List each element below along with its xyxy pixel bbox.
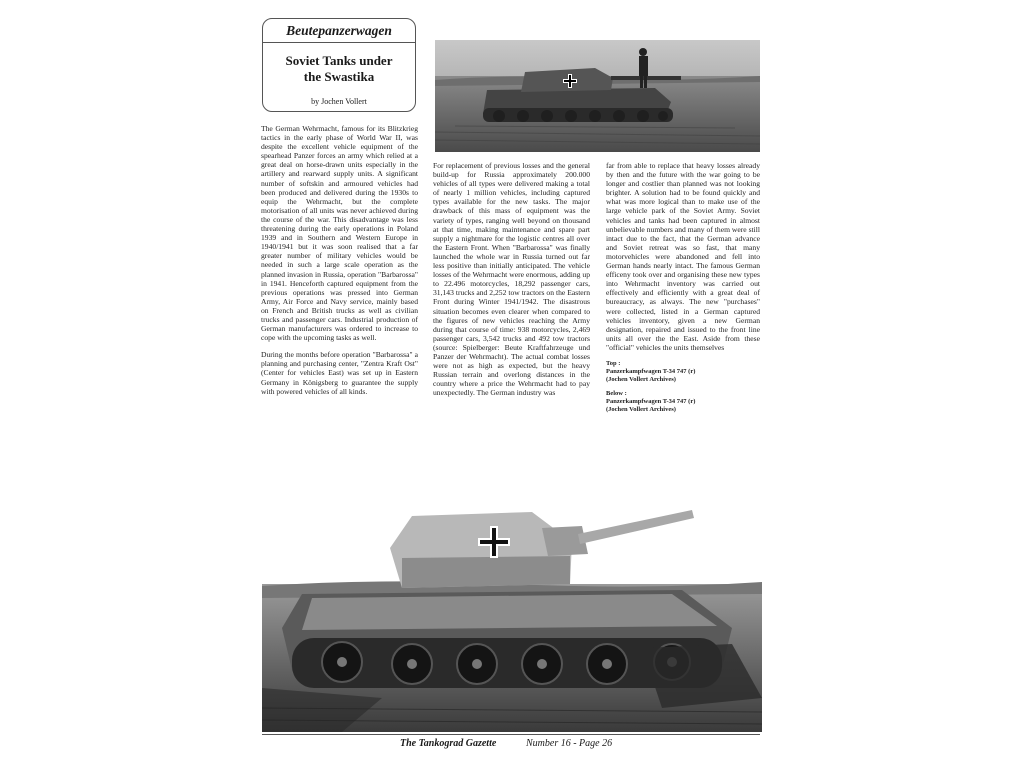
paragraph: During the months before operation "Barbarossa" a planning and purchasing center, "Zentra Kraft Ost" (Center for vehicles East) was set up in Eastern Germany in Königsberg to guarantee the supply with powered vehicles of all kinds. [261, 350, 418, 396]
page-footer [262, 738, 760, 754]
caption-below-head: Below : [606, 389, 627, 397]
bottom-photo-image [262, 498, 762, 732]
caption-top-head: Top : [606, 359, 621, 367]
article-title [263, 53, 415, 85]
text-column-1 [261, 124, 418, 404]
title-line-1: Soviet Tanks under [285, 53, 393, 68]
caption-below-text: Panzerkampfwagen T-34 747 (r) [606, 397, 696, 405]
issue-page-number: Number 16 - Page 26 [526, 738, 613, 749]
top-photo-image [435, 40, 760, 152]
top-photo [435, 40, 760, 152]
paragraph: far from able to replace that heavy losses already by then and the future with the war going to be longer and costlier than planned was not looking brighter. A solution had to be found quickly and what was more logical than to make use of the large vehicle park of the Soviet Army. Soviet vehicles and tanks had been captured in almost unbelievable numbers and many of them were still intact due to the fact, that the German advance and Soviet retreat was so fast, that many motorvehicles were abandoned and fell into German hands nearly intact. The famous German efficeny took over and organising these new types into Wehrmacht inventory was carried out effectively and efficiently with a great deal of bureaucracy, as always. The new "purchases" were collected, listed in a German captured vehicles inventory, given a new German designation, repaired and issued to the front line units all over the the East. Aside from these "official" vehicles the units themselves [606, 161, 760, 352]
text-column-2 [433, 161, 590, 405]
series-label: Beutepanzerwagen [263, 19, 415, 43]
byline: by Jochen Vollert [311, 97, 367, 106]
title-box [262, 18, 416, 112]
paragraph: For replacement of previous losses and the general build-up for Russia approximately 200.000 vehicles of all types were delivered making a total of nearly 1 million vehicles, including captured types available for the new tasks. The major drawback of this mass of equipment was the variety of types, ranging well beyond on thousand at that time, making maintenance and spare part supply a nightmare for the logistic centres all over the Eastern Front. When "Barbarossa" was finally launched the whole war in Russia turned out far less positive than initially anticipated. The vehicle losses of the Wehrmacht were enormous, adding up to 22.496 motorcycles, 18,292 passenger cars, 31,143 trucks and 2,252 tow tractors on the Eastern Front during Winter 1941/1942. The disastrous situation becomes even clearer when compared to the figures of new vehicles reaching the Army during that course of time: 938 motorcycles, 2,469 passenger cars, 3,542 trucks and 492 tow tractors (source: Spielberger: Beute Kraftfahrzeuge und Panzer der Wehrmacht). The actual combat losses were not as high as expected, but the heavy Russian terrain and overlong distances in the country where a price the Wehrmacht had to pay unexpectedly. The German industry was [433, 161, 590, 398]
paragraph: The German Wehrmacht, famous for its Blitzkrieg tactics in the early phase of World War II, was despite the excellent vehicle equipment of the spearhead Panzer forces an army which relied at a great deal on horse-drawn units especially in the artillery and rearward supply units. A significant number of softskin and armoured vehicles had been produced and delivered during the 1930s to equip the Wehrmacht, but the complete motorisation of all units was never achieved during the course of the war. This disadvantage was less threatening during the early operations in Poland 1939 and in Southern and Western Europe in 1940/1941 but it was soon realised that a far greater number of military vehicles would be needed in such a large scale operation as the planned invasion in Russia, operation "Barbarossa" in 1941. Henceforth captured equipment from the previous operations was pressed into German Army, Air Force and Navy service, mainly based on French and British trucks as well as civilian trucks and passenger cars. Industrial production of German manufacturers was ordered to increase to cope with the upcoming tasks as well. [261, 124, 418, 343]
caption-top-text: Panzerkampfwagen T-34 747 (r) [606, 367, 696, 375]
caption-below [606, 390, 760, 414]
caption-below-credit: (Jochen Vollert Archives) [606, 405, 676, 413]
bottom-photo [262, 498, 762, 732]
publication-name: The Tankograd Gazette [400, 738, 497, 749]
caption-top-credit: (Jochen Vollert Archives) [606, 375, 676, 383]
title-line-2: the Swastika [303, 69, 375, 84]
caption-top [606, 360, 760, 384]
footer-rule [262, 734, 760, 735]
text-column-3 [606, 161, 760, 414]
